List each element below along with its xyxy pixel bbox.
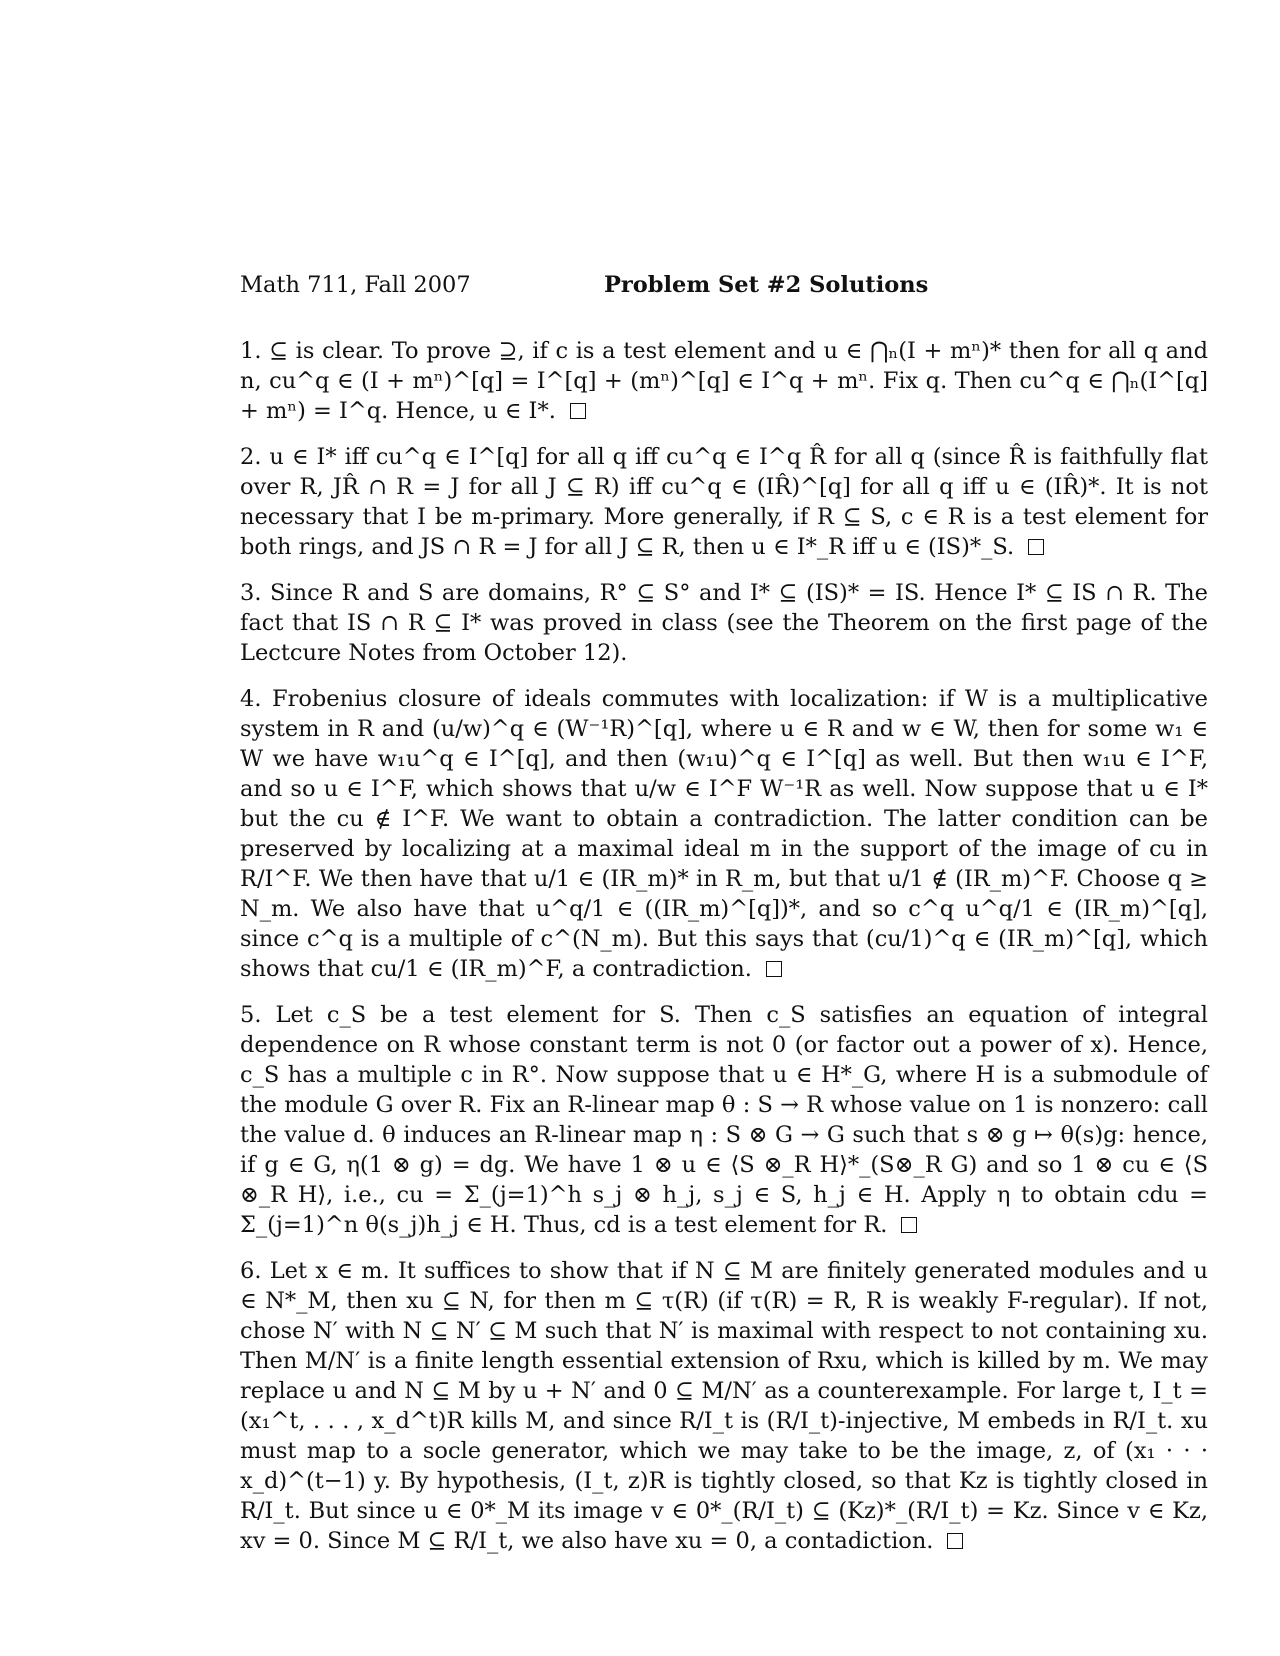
document-page [240, 270, 1208, 1572]
problem-1 [240, 336, 1208, 426]
qed-box-icon [766, 961, 782, 977]
problem-text: 2. u ∈ I* iff cu^q ∈ I^[q] for all q iff cu^q ∈ I^q R̂ for all q (since R̂ is faithfully flat over R, JR̂ ∩ R = J for all J ⊆ R) iff cu^q ∈ (IR̂)^[q] for all q iff u ∈ (IR̂)*. It is not necessary that I be m-primary. More generally, if R ⊆ S, c ∈ R is a test element for both rings, and JS ∩ R = J for all J ⊆ R, then u ∈ I*_R iff u ∈ (IS)*_S. [240, 444, 1208, 560]
page-header [240, 270, 1208, 304]
problem-text: 1. ⊆ is clear. To prove ⊇, if c is a test element and u ∈ ⋂ₙ(I + mⁿ)* then for all q and n, cu^q ∈ (I + mⁿ)^[q] = I^[q] + (mⁿ)^[q] ∈ I^q + mⁿ. Fix q. Then cu^q ∈ ⋂ₙ(I^[q] + mⁿ) = I^q. Hence, u ∈ I*. [240, 338, 1208, 424]
problem-6 [240, 1256, 1208, 1556]
problem-3 [240, 578, 1208, 668]
problem-text: 6. Let x ∈ m. It suffices to show that if N ⊆ M are finitely generated modules and u ∈ N*_M, then xu ⊆ N, for then m ⊆ τ(R) (if τ(R) = R, R is weakly F-regular). If not, chose N′ with N ⊆ N′ ⊆ M such that N′ is maximal with respect to not containing xu. Then M/N′ is a finite length essential extension of Rxu, which is killed by m. We may replace u and N ⊆ M by u + N′ and 0 ⊆ M/N′ as a counterexample. For large t, I_t = (x₁^t, . . . , x_d^t)R kills M, and since R/I_t is (R/I_t)-injective, M embeds in R/I_t. xu must map to a socle generator, which we may take to be the image, z, of (x₁ · · · x_d)^(t−1) y. By hypothesis, (I_t, z)R is tightly closed, so that Kz is tightly closed in R/I_t. But since u ∈ 0*_M its image v ∈ 0*_(R/I_t) ⊆ (Kz)*_(R/I_t) = Kz. Since v ∈ Kz, xv = 0. Since M ⊆ R/I_t, we also have xu = 0, a contadiction. [240, 1258, 1208, 1554]
course-label: Math 711, Fall 2007 [240, 272, 471, 298]
problem-text: 5. Let c_S be a test element for S. Then c_S satisfies an equation of integral dependence on R whose constant term is not 0 (or factor out a power of x). Hence, c_S has a multiple c in R°. Now suppose that u ∈ H*_G, where H is a submodule of the module G over R. Fix an R-linear map θ : S → R whose value on 1 is nonzero: call the value d. θ induces an R-linear map η : S ⊗ G → G such that s ⊗ g ↦ θ(s)g: hence, if g ∈ G, η(1 ⊗ g) = dg. We have 1 ⊗ u ∈ ⟨S ⊗_R H⟩*_(S⊗_R G) and so 1 ⊗ cu ∈ ⟨S ⊗_R H⟩, i.e., cu = Σ_(j=1)^h s_j ⊗ h_j, s_j ∈ S, h_j ∈ H. Apply η to obtain cdu = Σ_(j=1)^n θ(s_j)h_j ∈ H. Thus, cd is a test element for R. [240, 1002, 1208, 1238]
problem-5 [240, 1000, 1208, 1240]
qed-box-icon [1028, 539, 1044, 555]
problem-4 [240, 684, 1208, 984]
problem-2 [240, 442, 1208, 562]
document-title: Problem Set #2 Solutions [604, 272, 929, 298]
qed-box-icon [901, 1217, 917, 1233]
qed-box-icon [570, 403, 586, 419]
problem-text: 4. Frobenius closure of ideals commutes with localization: if W is a multiplicative system in R and (u/w)^q ∈ (W⁻¹R)^[q], where u ∈ R and w ∈ W, then for some w₁ ∈ W we have w₁u^q ∈ I^[q], and then (w₁u)^q ∈ I^[q] as well. But then w₁u ∈ I^F, and so u ∈ I^F, which shows that u/w ∈ I^F W⁻¹R as well. Now suppose that u ∈ I* but the cu ∉ I^F. We want to obtain a contradiction. The latter condition can be preserved by localizing at a maximal ideal m in the support of the image of cu in R/I^F. We then have that u/1 ∈ (IR_m)* in R_m, but that u/1 ∉ (IR_m)^F. Choose q ≥ N_m. We also have that u^q/1 ∈ ((IR_m)^[q])*, and so c^q u^q/1 ∈ (IR_m)^[q], since c^q is a multiple of c^(N_m). But this says that (cu/1)^q ∈ (IR_m)^[q], which shows that cu/1 ∈ (IR_m)^F, a contradiction. [240, 686, 1208, 982]
qed-box-icon [947, 1533, 963, 1549]
problem-text: 3. Since R and S are domains, R° ⊆ S° and I* ⊆ (IS)* = IS. Hence I* ⊆ IS ∩ R. The fact that IS ∩ R ⊆ I* was proved in class (see the Theorem on the first page of the Lectcure Notes from October 12). [240, 580, 1208, 666]
